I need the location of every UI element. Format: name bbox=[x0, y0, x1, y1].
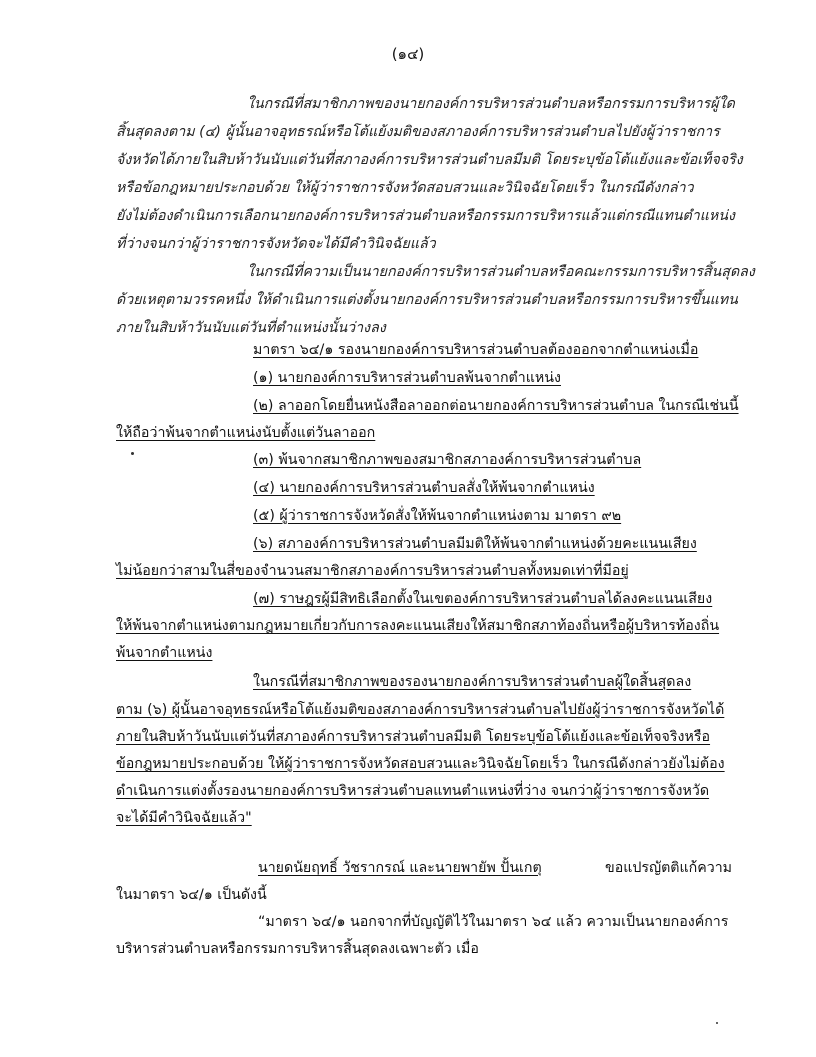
scan-speck bbox=[716, 1022, 718, 1024]
amendment-target: ในมาตรา ๖๔/๑ เป็นดังนี้ bbox=[116, 887, 267, 903]
item-2-cont: ให้ถือว่าพ้นจากตำแหน่งนับตั้งแต่วันลาออก bbox=[116, 425, 376, 441]
para-deputy-4: ข้อกฎหมายประกอบด้วย ให้ผู้ว่าราชการจังหวัดสอบสวนและวินิจฉัยโดยเร็ว ในกรณีดังกล่าวยังไม่ต้อง bbox=[116, 756, 725, 772]
item-4: (๔) นายกองค์การบริหารส่วนตำบลสั่งให้พ้นจากตำแหน่ง bbox=[253, 480, 595, 496]
para-deputy-1: ในกรณีที่สมาชิกภาพของรองนายกองค์การบริหารส่วนตำบลผู้ใดสิ้นสุดลง bbox=[253, 674, 692, 690]
crossed-line-6: ที่ว่างจนกว่าผู้ว่าราชการจังหวัดจะได้มีคำวินิจฉัยแล้ว bbox=[116, 236, 436, 252]
item-7: (๗) ราษฎรผู้มีสิทธิเลือกตั้งในเขตองค์การบริหารส่วนตำบลได้ลงคะแนนเสียง bbox=[253, 591, 713, 607]
crossed-line-4: หรือข้อกฎหมายประกอบด้วย ให้ผู้ว่าราชการจังหวัดสอบสวนและวินิจฉัยโดยเร็ว ในกรณีดังกล่าว bbox=[116, 180, 694, 196]
crossed-line-2: สิ้นสุดลงตาม (๔) ผู้นั้นอาจอุทธรณ์หรือโต้แย้งมติของสภาองค์การบริหารส่วนตำบลไปยังผู้ว่าราชการ bbox=[116, 124, 720, 140]
scan-speck bbox=[131, 452, 134, 455]
para-deputy-2: ตาม (๖) ผู้นั้นอาจอุทธรณ์หรือโต้แย้งมติของสภาองค์การบริหารส่วนตำบลไปยังผู้ว่าราชการจังหวัดได้ bbox=[116, 702, 725, 718]
item-7-cont-2: พ้นจากตำแหน่ง bbox=[116, 645, 213, 661]
item-6: (๖) สภาองค์การบริหารส่วนตำบลมีมติให้พ้นจากตำแหน่งด้วยคะแนนเสียง bbox=[253, 536, 697, 552]
para-deputy-5: ดำเนินการแต่งตั้งรองนายกองค์การบริหารส่วนตำบลแทนตำแหน่งที่ว่าง จนกว่าผู้ว่าราชการจังหวัด bbox=[116, 783, 710, 799]
item-5: (๕) ผู้ว่าราชการจังหวัดสั่งให้พ้นจากตำแหน่งตาม มาตรา ๙๒ bbox=[253, 508, 622, 524]
crossed-line-1: ในกรณีที่สมาชิกภาพของนายกองค์การบริหารส่วนตำบลหรือกรรมการบริหารผู้ใด bbox=[247, 96, 735, 112]
crossed-line-7: ในกรณีที่ความเป็นนายกองค์การบริหารส่วนตำบลหรือคณะกรรมการบริหารสิ้นสุดลง bbox=[247, 264, 755, 280]
amendment-quote-2: บริหารส่วนตำบลหรือกรรมการบริหารสิ้นสุดลงเฉพาะตัว เมื่อ bbox=[116, 941, 479, 957]
para-deputy-6: จะได้มีคำวินิจฉัยแล้ว" bbox=[116, 810, 252, 826]
amendment-quote-1: “มาตรา ๖๔/๑ นอกจากที่บัญญัติไว้ในมาตรา ๖๔ แล้ว ความเป็นนายกองค์การ bbox=[258, 914, 729, 930]
crossed-line-9: ภายในสิบห้าวันนับแต่วันที่ตำแหน่งนั้นว่างลง bbox=[116, 320, 386, 336]
crossed-line-8: ด้วยเหตุตามวรรคหนึ่ง ให้ดำเนินการแต่งตั้งนายกองค์การบริหารส่วนตำบลหรือกรรมการบริหารขึ้นแทน bbox=[116, 292, 738, 308]
crossed-line-5: ยังไม่ต้องดำเนินการเลือกนายกองค์การบริหารส่วนตำบลหรือกรรมการบริหารแล้วแต่กรณีแทนตำแหน่ง bbox=[116, 208, 735, 224]
item-6-cont: ไม่น้อยกว่าสามในสี่ของจำนวนสมาชิกสภาองค์การบริหารส่วนตำบลทั้งหมดเท่าที่มีอยู่ bbox=[116, 563, 629, 579]
item-3: (๓) พ้นจากสมาชิกภาพของสมาชิกสภาองค์การบริหารส่วนตำบล bbox=[253, 452, 642, 468]
page-number: (๑๔) bbox=[391, 45, 425, 63]
para-deputy-3: ภายในสิบห้าวันนับแต่วันที่สภาองค์การบริหารส่วนตำบลมีมติ โดยระบุข้อโต้แย้งและข้อเท็จจริงหรือ bbox=[116, 729, 711, 745]
amendment-action: ขอแปรญัตติแก้ความ bbox=[605, 860, 733, 876]
crossed-line-3: จังหวัดได้ภายในสิบห้าวันนับแต่วันที่สภาองค์การบริหารส่วนตำบลมีมติ โดยระบุข้อโต้แย้งและข้อเท็จจริง bbox=[116, 152, 743, 168]
section-64-1-heading: มาตรา ๖๔/๑ รองนายกองค์การบริหารส่วนตำบลต้องออกจากตำแหน่งเมื่อ bbox=[253, 342, 699, 358]
amendment-proposers: นายดนัยฤทธิ์ วัชรากรณ์ และนายพายัพ ปั้นเกตุ bbox=[258, 860, 542, 876]
item-7-cont: ให้พ้นจากตำแหน่งตามกฎหมายเกี่ยวกับการลงคะแนนเสียงให้สมาชิกสภาท้องถิ่นหรือผู้บริหารท้องถิ่น bbox=[116, 618, 720, 634]
item-2: (๒) ลาออกโดยยื่นหนังสือลาออกต่อนายกองค์การบริหารส่วนตำบล ในกรณีเช่นนี้ bbox=[253, 398, 739, 414]
item-1: (๑) นายกองค์การบริหารส่วนตำบลพ้นจากตำแหน่ง bbox=[253, 370, 561, 386]
